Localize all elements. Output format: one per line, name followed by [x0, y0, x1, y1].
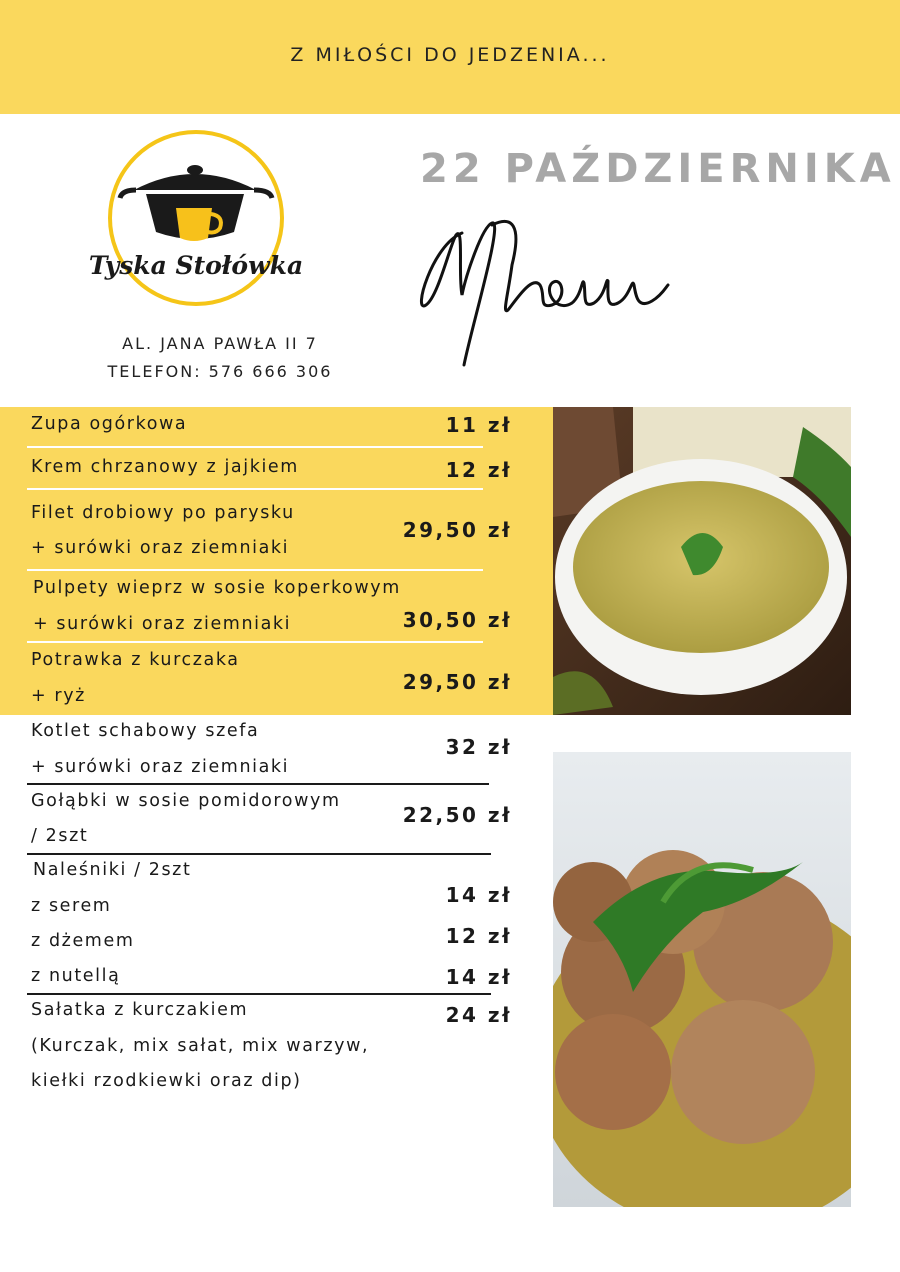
divider — [27, 488, 483, 490]
menu-item-option: z serem — [31, 896, 112, 916]
menu-item-price: 14 zł — [445, 965, 512, 989]
menu-item-price: 29,50 zł — [402, 518, 512, 542]
menu-item-sub: + surówki oraz ziemniaki — [31, 538, 290, 558]
meatballs-in-sauce-photo — [553, 752, 851, 1207]
menu-item-name: Naleśniki / 2szt — [33, 860, 192, 880]
menu-item-name: Sałatka z kurczakiem — [31, 1000, 249, 1020]
divider — [27, 569, 483, 571]
divider — [27, 853, 491, 855]
menu-item-price: 12 zł — [445, 458, 512, 482]
menu-item-sub: + ryż — [31, 686, 86, 706]
menu-item-price: 30,50 zł — [402, 608, 512, 632]
menu-item-price: 11 zł — [445, 413, 512, 437]
menu-item-price: 22,50 zł — [402, 803, 512, 827]
menu-item-sub: (Kurczak, mix sałat, mix warzyw, — [31, 1036, 370, 1056]
menu-item-price: 12 zł — [445, 924, 512, 948]
menu-item-price: 32 zł — [445, 735, 512, 759]
divider — [27, 993, 491, 995]
menu-item-name: Pulpety wieprz w sosie koperkowym — [33, 578, 401, 598]
menu-title-script — [412, 205, 682, 375]
menu-item-name: Gołąbki w sosie pomidorowym — [31, 791, 341, 811]
menu-item-sub: kiełki rzodkiewki oraz dip) — [31, 1071, 302, 1091]
top-banner — [0, 0, 900, 114]
pot-and-cup-icon — [84, 128, 324, 308]
menu-item-price: 29,50 zł — [402, 670, 512, 694]
menu-item-name: Filet drobiowy po parysku — [31, 503, 295, 523]
divider — [27, 641, 483, 643]
menu-title-text: Menu — [412, 205, 415, 206]
menu-item-name: Zupa ogórkowa — [31, 414, 188, 434]
divider — [27, 783, 489, 785]
menu-item-name: Potrawka z kurczaka — [31, 650, 240, 670]
menu-date: 22 PAŹDZIERNIKA — [420, 146, 896, 192]
address-text: AL. JANA PAWŁA II 7 — [122, 334, 318, 353]
contact-block — [60, 330, 380, 386]
menu-item-option: z nutellą — [31, 966, 121, 986]
menu-item-name: Kotlet schabowy szefa — [31, 721, 260, 741]
divider — [27, 446, 483, 448]
menu-item-option: z dżemem — [31, 931, 135, 951]
tagline: Z MIŁOŚCI DO JEDZENIA... — [290, 44, 610, 66]
menu-item-price: 14 zł — [445, 883, 512, 907]
menu-item-sub: / 2szt — [31, 826, 89, 846]
logo-name: Tyska Stołówka — [88, 251, 304, 280]
menu-item-name: Krem chrzanowy z jajkiem — [31, 457, 299, 477]
logo — [84, 128, 324, 308]
menu-item-sub: + surówki oraz ziemniaki — [31, 757, 290, 777]
cucumber-soup-bowl-photo — [553, 407, 851, 715]
menu-item-sub: + surówki oraz ziemniaki — [33, 614, 292, 634]
menu-item-price: 24 zł — [445, 1003, 512, 1027]
phone-text: TELEFON: 576 666 306 — [107, 362, 333, 381]
